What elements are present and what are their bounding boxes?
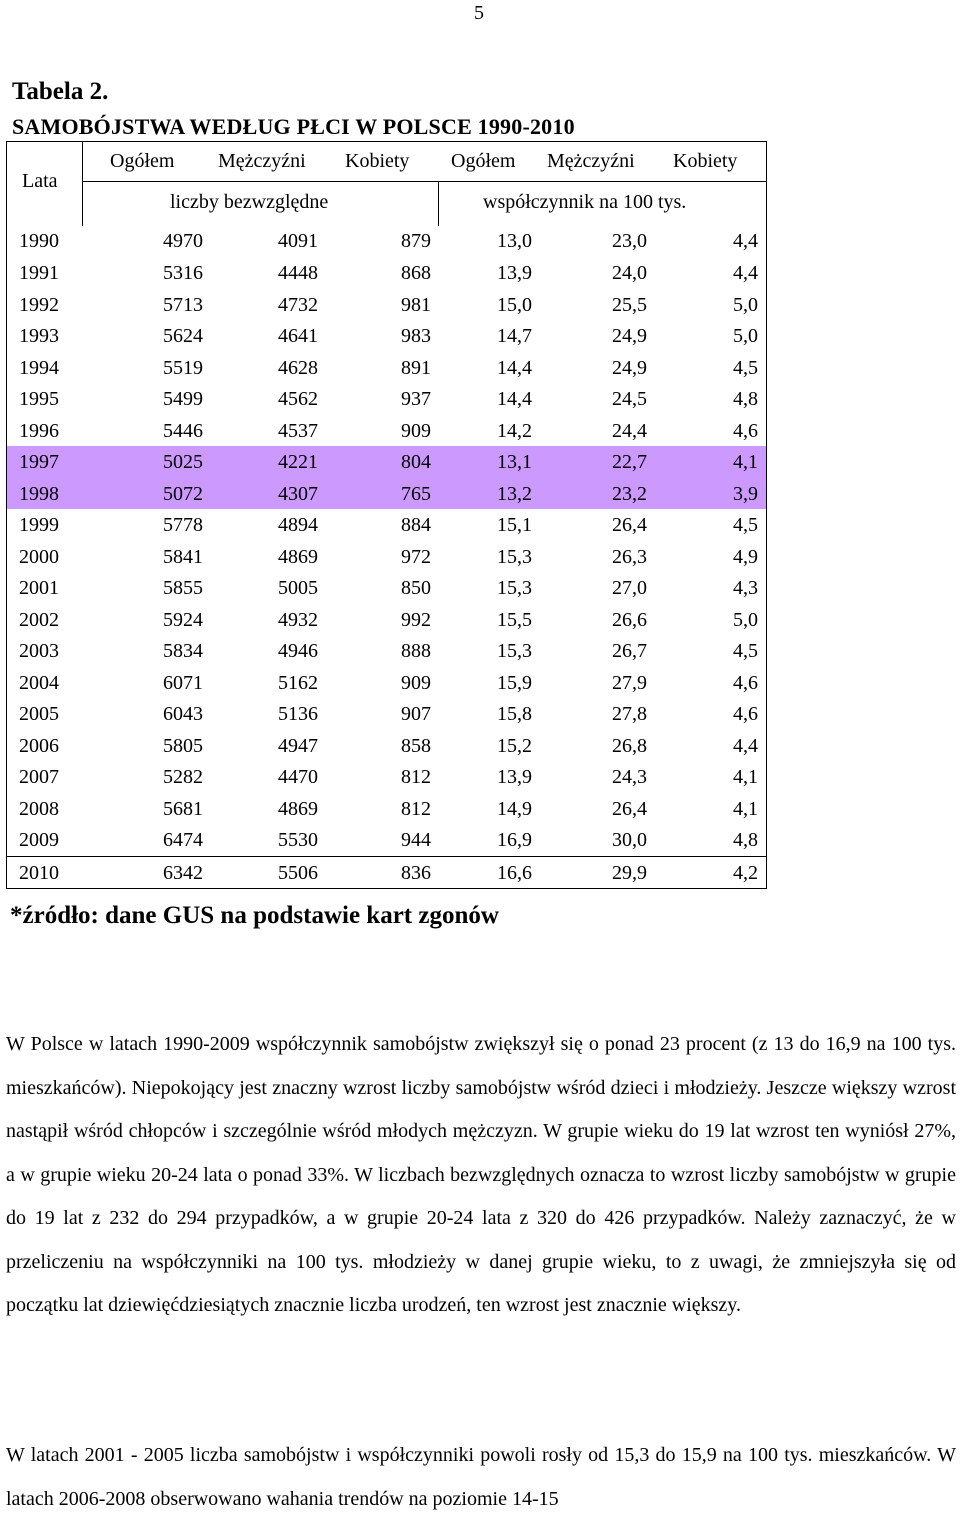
value-cell: 4970: [163, 230, 203, 252]
table-row: [7, 856, 766, 889]
value-cell: 26,8: [612, 734, 647, 757]
year-cell: 1993: [19, 325, 59, 347]
table-row: [7, 478, 766, 510]
value-cell: 25,5: [612, 293, 647, 316]
header-year: Lata: [22, 170, 58, 192]
value-cell: 15,5: [497, 608, 532, 631]
value-cell: 812: [401, 766, 431, 788]
table-row: [7, 352, 766, 384]
value-cell: 4,6: [733, 703, 758, 725]
value-cell: 13,9: [497, 766, 532, 788]
value-cell: 850: [401, 577, 431, 599]
value-cell: 884: [401, 514, 431, 536]
year-cell: 1995: [19, 388, 59, 410]
value-cell: 4448: [278, 262, 318, 284]
table-row: [7, 383, 766, 415]
value-cell: 5530: [278, 829, 318, 851]
table-row: [7, 730, 766, 762]
table-row: [7, 257, 766, 289]
value-cell: 26,4: [612, 514, 647, 536]
value-cell: 26,7: [612, 640, 647, 662]
value-cell: 4,8: [733, 829, 758, 851]
table-row: [7, 225, 766, 257]
table-title: SAMOBÓJSTWA WEDŁUG PŁCI W POLSCE 1990-2010: [12, 114, 575, 139]
table-row: [7, 415, 766, 447]
value-cell: 5506: [278, 861, 318, 884]
year-cell: 2003: [19, 640, 59, 662]
header-group-rate: współczynnik na 100 tys.: [483, 191, 687, 213]
body-paragraph-1: W Polsce w latach 1990-2009 współczynnik samobójstw zwiększył się o ponad 23 procent (z 13 do 16,9 na 100 tys. mieszkańców). Niepokojący jest znaczny wzrost liczby samobójstw wśród dzieci i młodzieży. Jeszcze większy wzrost nastąpił wśród chłopców i szczególnie wśród młodych mężczyzn. W grupie wieku do 19 lat wzrost ten wyniósł 27%, a w grupie wieku 20-24 lata o ponad 33%. W liczbach bezwzględnych oznacza to wzrost liczby samobójstw w grupie do 19 lat z 232 do 294 przypadków, a w grupie 20-24 lata z 320 do 426 przypadków. Należy zaznaczyć, że w przeliczeniu na współczynniki na 100 tys. młodzieży w danej grupie wieku, to z uwagi, że zmniejszyła się od początku lat dziewięćdziesiątych znacznie liczba urodzeń, ten wzrost jest znacznie większy.: [6, 1033, 956, 1316]
value-cell: 4,1: [733, 797, 758, 820]
value-cell: 15,3: [497, 577, 532, 599]
value-cell: 23,2: [612, 482, 647, 505]
value-cell: 5713: [163, 293, 203, 316]
value-cell: 26,6: [612, 608, 647, 631]
value-cell: 4,4: [733, 734, 758, 757]
value-cell: 907: [401, 703, 431, 725]
value-cell: 15,3: [497, 640, 532, 662]
value-cell: 4,1: [733, 451, 758, 473]
table-row: [7, 604, 766, 636]
year-cell: 2009: [19, 829, 59, 851]
table-row: [7, 541, 766, 573]
table-row: [7, 572, 766, 604]
value-cell: 15,0: [497, 293, 532, 316]
table-row: [7, 446, 766, 478]
value-cell: 4221: [278, 451, 318, 473]
table-row: [7, 667, 766, 699]
value-cell: 23,0: [612, 230, 647, 252]
value-cell: 812: [401, 797, 431, 820]
value-cell: 4,5: [733, 640, 758, 662]
year-cell: 1998: [19, 482, 59, 505]
year-cell: 2005: [19, 703, 59, 725]
value-cell: 4307: [278, 482, 318, 505]
year-cell: 1990: [19, 230, 59, 252]
value-cell: 891: [401, 356, 431, 379]
value-cell: 5446: [163, 419, 203, 442]
value-cell: 14,9: [497, 797, 532, 820]
value-cell: 4869: [278, 545, 318, 568]
value-cell: 4470: [278, 766, 318, 788]
value-cell: 3,9: [733, 482, 758, 505]
value-cell: 4,4: [733, 230, 758, 252]
value-cell: 14,4: [497, 356, 532, 379]
header-total-abs: Ogółem: [110, 150, 175, 172]
value-cell: 5834: [163, 640, 203, 662]
value-cell: 5855: [163, 577, 203, 599]
body-paragraph-2: W latach 2001 - 2005 liczba samobójstw i współczynniki powoli rosły od 15,3 do 15,9 na 100 tys. mieszkańców. W latach 2006-2008 obserwowano wahania trendów na poziomie 14-15: [6, 1444, 956, 1510]
value-cell: 26,4: [612, 797, 647, 820]
value-cell: 5072: [163, 482, 203, 505]
value-cell: 15,9: [497, 671, 532, 694]
value-cell: 16,9: [497, 829, 532, 851]
value-cell: 937: [401, 388, 431, 410]
value-cell: 4947: [278, 734, 318, 757]
table-row: [7, 289, 766, 321]
value-cell: 26,3: [612, 545, 647, 568]
table-row: [7, 793, 766, 825]
year-cell: 1994: [19, 356, 59, 379]
value-cell: 4932: [278, 608, 318, 631]
value-cell: 27,0: [612, 577, 647, 599]
header-women-rate: Kobiety: [673, 150, 738, 172]
year-cell: 1999: [19, 514, 59, 536]
value-cell: 4869: [278, 797, 318, 820]
value-cell: 4628: [278, 356, 318, 379]
table-body: [6, 225, 767, 889]
table-caption: Tabela 2.: [12, 78, 109, 105]
value-cell: 14,7: [497, 325, 532, 347]
value-cell: 4562: [278, 388, 318, 410]
value-cell: 4,6: [733, 671, 758, 694]
value-cell: 4946: [278, 640, 318, 662]
value-cell: 5499: [163, 388, 203, 410]
value-cell: 6071: [163, 671, 203, 694]
table-row: [7, 761, 766, 793]
value-cell: 27,8: [612, 703, 647, 725]
value-cell: 836: [401, 861, 431, 884]
value-cell: 15,1: [497, 514, 532, 536]
value-cell: 5841: [163, 545, 203, 568]
value-cell: 4,4: [733, 262, 758, 284]
value-cell: 4,2: [733, 861, 758, 884]
value-cell: 983: [401, 325, 431, 347]
header-total-rate: Ogółem: [451, 150, 516, 172]
header-group-absolute: liczby bezwzględne: [170, 191, 329, 213]
value-cell: 888: [401, 640, 431, 662]
value-cell: 5924: [163, 608, 203, 631]
year-cell: 1996: [19, 419, 59, 442]
value-cell: 24,5: [612, 388, 647, 410]
value-cell: 909: [401, 671, 431, 694]
year-cell: 2006: [19, 734, 59, 757]
value-cell: 5,0: [733, 608, 758, 631]
value-cell: 13,2: [497, 482, 532, 505]
table-row: [7, 824, 766, 856]
year-cell: 1992: [19, 293, 59, 316]
value-cell: 5282: [163, 766, 203, 788]
value-cell: 4732: [278, 293, 318, 316]
value-cell: 13,9: [497, 262, 532, 284]
value-cell: 868: [401, 262, 431, 284]
value-cell: 879: [401, 230, 431, 252]
value-cell: 13,0: [497, 230, 532, 252]
value-cell: 24,3: [612, 766, 647, 788]
value-cell: 30,0: [612, 829, 647, 851]
value-cell: 14,4: [497, 388, 532, 410]
year-cell: 2010: [19, 861, 59, 884]
value-cell: 5005: [278, 577, 318, 599]
value-cell: 804: [401, 451, 431, 473]
value-cell: 858: [401, 734, 431, 757]
year-cell: 2001: [19, 577, 59, 599]
value-cell: 24,9: [612, 356, 647, 379]
value-cell: 15,3: [497, 545, 532, 568]
value-cell: 15,8: [497, 703, 532, 725]
value-cell: 4,5: [733, 356, 758, 379]
value-cell: 15,2: [497, 734, 532, 757]
value-cell: 981: [401, 293, 431, 316]
value-cell: 24,0: [612, 262, 647, 284]
value-cell: 972: [401, 545, 431, 568]
value-cell: 24,4: [612, 419, 647, 442]
table-row: [7, 509, 766, 541]
value-cell: 22,7: [612, 451, 647, 473]
value-cell: 6474: [163, 829, 203, 851]
value-cell: 16,6: [497, 861, 532, 884]
year-cell: 2000: [19, 545, 59, 568]
value-cell: 29,9: [612, 861, 647, 884]
value-cell: 5316: [163, 262, 203, 284]
value-cell: 4,9: [733, 545, 758, 568]
table-row: [7, 635, 766, 667]
year-cell: 1997: [19, 451, 59, 473]
value-cell: 5519: [163, 356, 203, 379]
value-cell: 4,1: [733, 766, 758, 788]
value-cell: 4,8: [733, 388, 758, 410]
header-men-rate: Mężczyźni: [547, 150, 635, 172]
value-cell: 5162: [278, 671, 318, 694]
suicide-statistics-table: [6, 141, 767, 889]
value-cell: 5025: [163, 451, 203, 473]
source-note: *źródło: dane GUS na podstawie kart zgonów: [10, 902, 499, 929]
year-cell: 2007: [19, 766, 59, 788]
value-cell: 5805: [163, 734, 203, 757]
header-men-abs: Mężczyźni: [218, 150, 306, 172]
header-women-abs: Kobiety: [345, 150, 410, 172]
value-cell: 14,2: [497, 419, 532, 442]
value-cell: 6342: [163, 861, 203, 884]
value-cell: 992: [401, 608, 431, 631]
value-cell: 4091: [278, 230, 318, 252]
value-cell: 5,0: [733, 325, 758, 347]
table-header: [6, 141, 767, 225]
value-cell: 4,5: [733, 514, 758, 536]
value-cell: 4,6: [733, 419, 758, 442]
value-cell: 4537: [278, 419, 318, 442]
value-cell: 5681: [163, 797, 203, 820]
year-cell: 1991: [19, 262, 59, 284]
value-cell: 4894: [278, 514, 318, 536]
value-cell: 4641: [278, 325, 318, 347]
value-cell: 5778: [163, 514, 203, 536]
value-cell: 27,9: [612, 671, 647, 694]
value-cell: 5624: [163, 325, 203, 347]
value-cell: 5136: [278, 703, 318, 725]
table-row: [7, 320, 766, 352]
value-cell: 909: [401, 419, 431, 442]
value-cell: 944: [401, 829, 431, 851]
year-cell: 2008: [19, 797, 59, 820]
value-cell: 24,9: [612, 325, 647, 347]
value-cell: 6043: [163, 703, 203, 725]
page-number: 5: [474, 2, 484, 24]
value-cell: 765: [401, 482, 431, 505]
year-cell: 2004: [19, 671, 59, 694]
year-cell: 2002: [19, 608, 59, 631]
table-row: [7, 698, 766, 730]
value-cell: 5,0: [733, 293, 758, 316]
value-cell: 4,3: [733, 577, 758, 599]
value-cell: 13,1: [497, 451, 532, 473]
